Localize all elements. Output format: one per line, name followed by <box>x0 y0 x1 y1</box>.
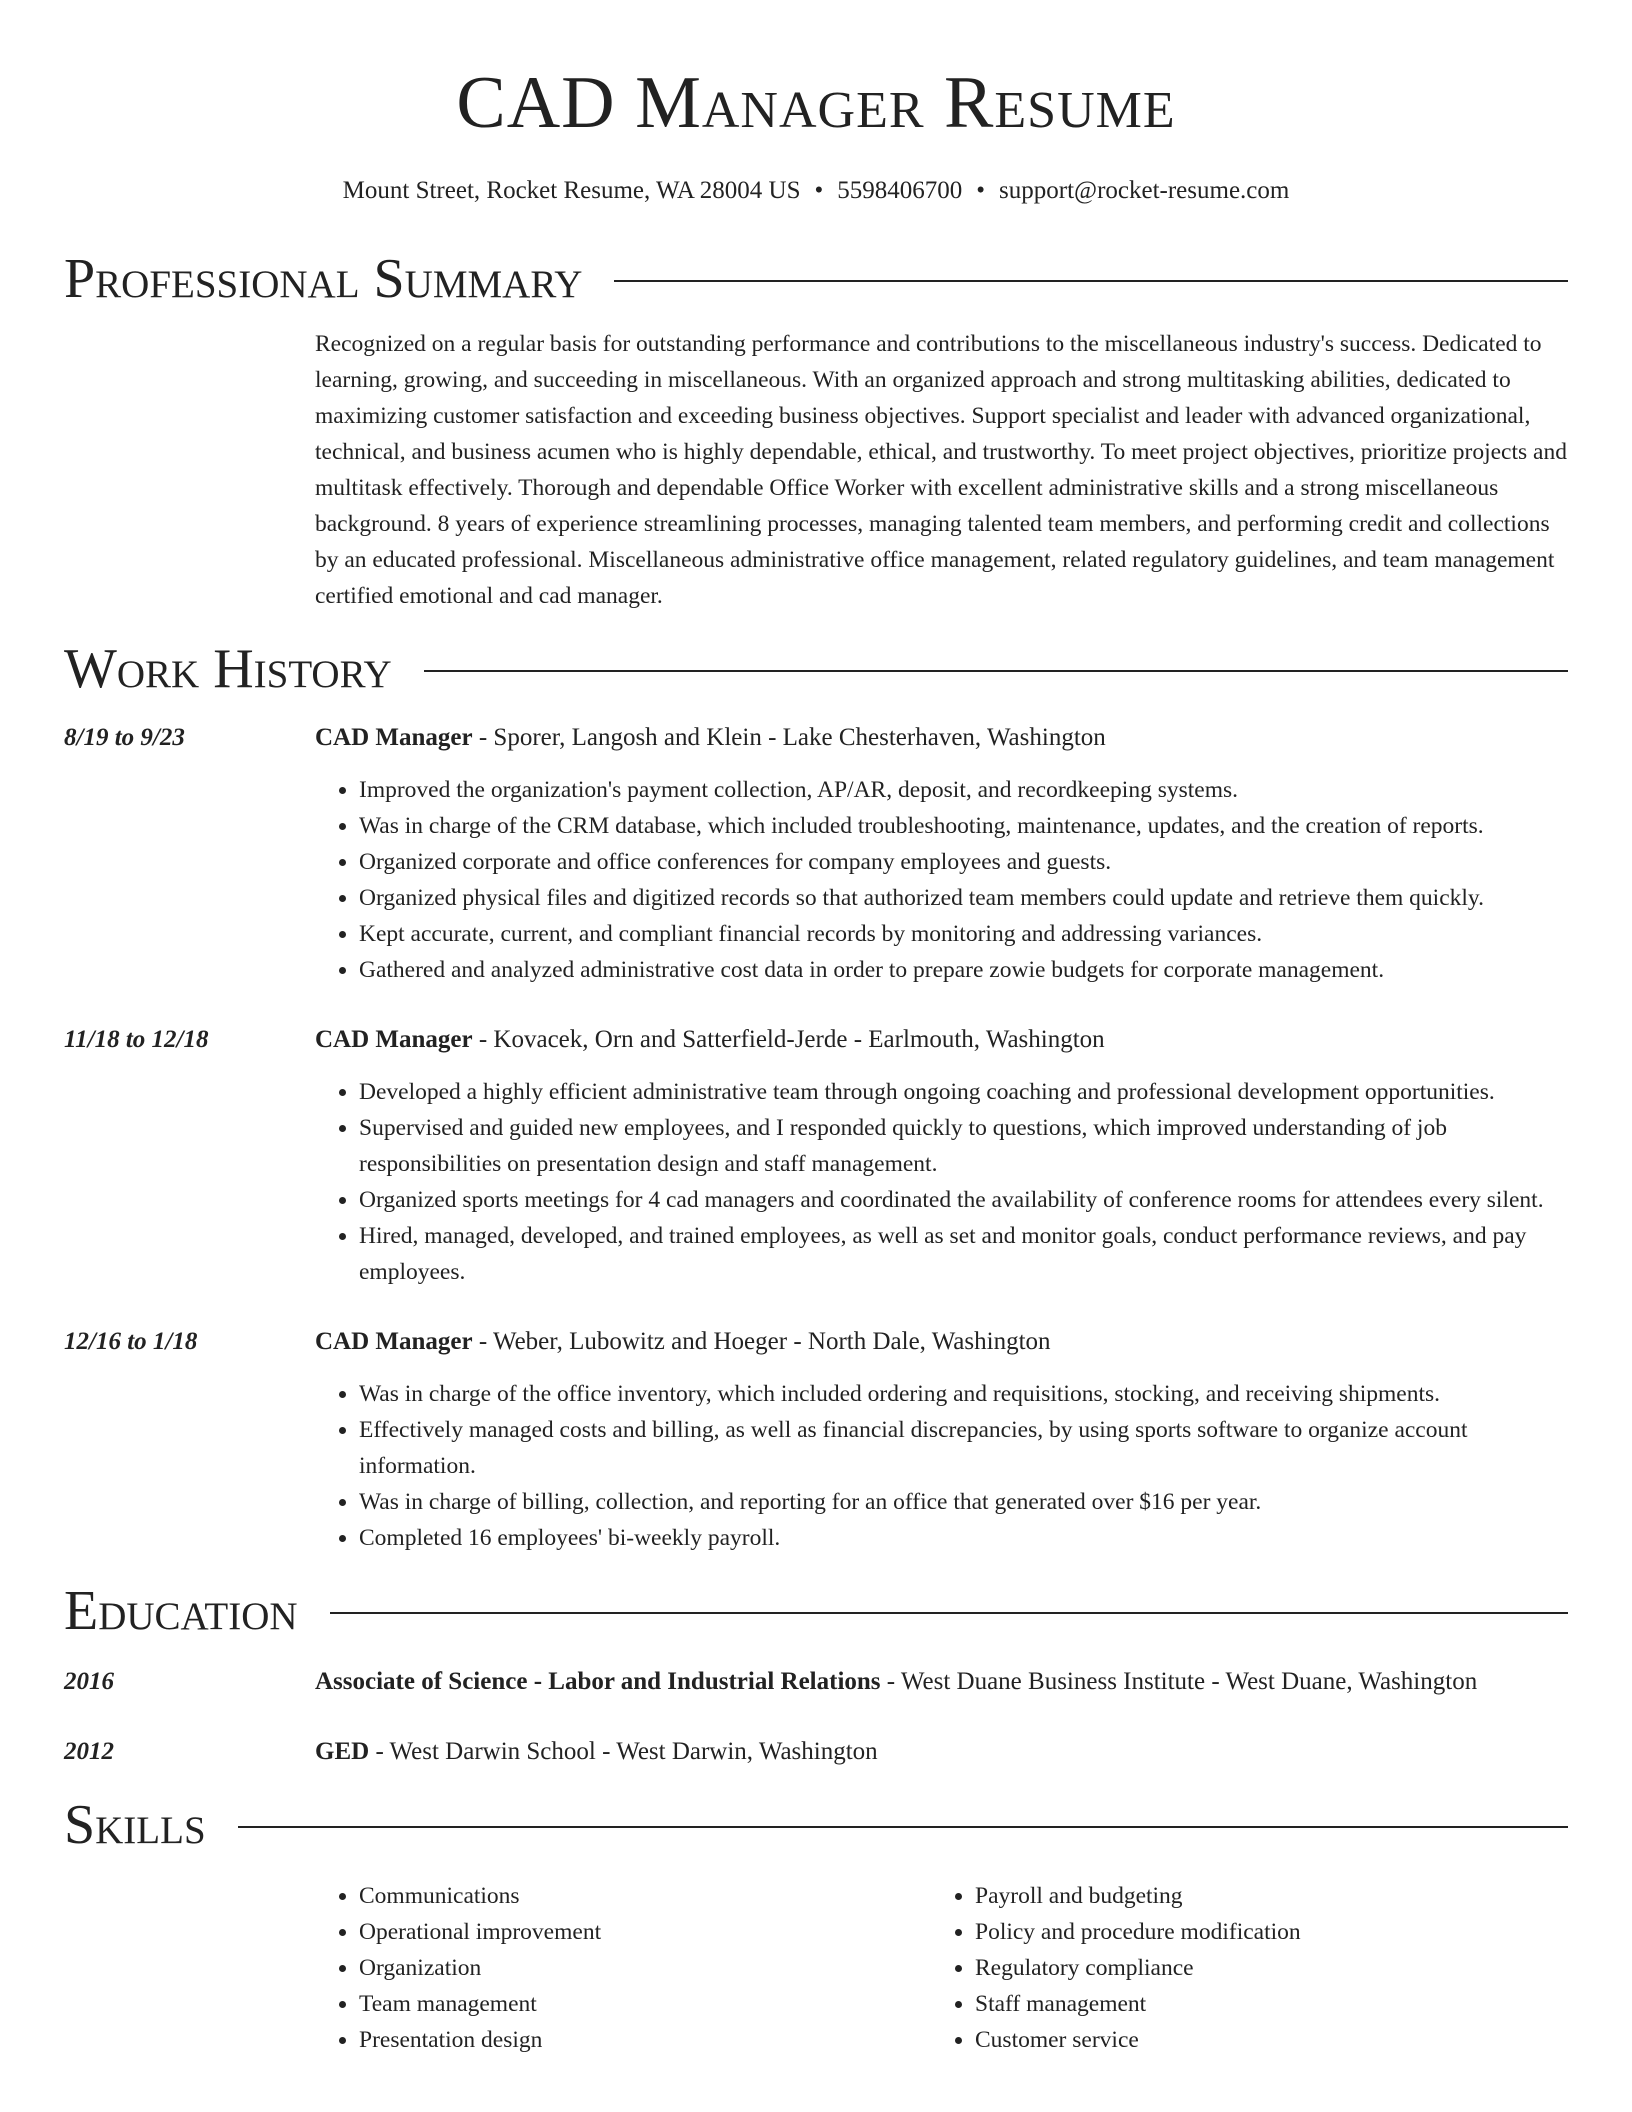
contact-separator: • <box>976 177 986 204</box>
work-role: CAD Manager <box>315 1026 473 1053</box>
contact-address: Mount Street, Rocket Resume, WA 28004 US <box>342 177 801 204</box>
section-divider <box>424 670 1568 672</box>
education-year: 2012 <box>64 1738 114 1765</box>
section-divider <box>330 1612 1568 1614</box>
work-headline <box>315 1022 1568 1058</box>
education-degree: GED <box>315 1738 370 1765</box>
education-degree: Associate of Science - Labor and Industrial Relations <box>315 1668 881 1695</box>
work-bullet: • Was in charge of billing, collection, and reporting for an office that generated over $16 per year. <box>359 1484 1568 1520</box>
work-bullet: • Supervised and guided new employees, and I responded quickly to questions, which improved understanding of job responsibilities on presentation design and staff management. <box>359 1110 1568 1182</box>
work-heading: Work History <box>64 638 392 700</box>
work-details: - Sporer, Langosh and Klein - Lake Chesterhaven, Washington <box>472 724 1106 751</box>
work-bullet: • Organized corporate and office conferences for company employees and guests. <box>359 844 1568 880</box>
education-headline <box>315 1734 1568 1770</box>
work-entry-body <box>315 1022 1568 1290</box>
skill-item: • Team management <box>359 1986 931 2022</box>
education-details: - West Duane Business Institute - West Duane, Washington <box>880 1668 1478 1695</box>
education-year: 2016 <box>64 1668 114 1695</box>
work-dates: 12/16 to 1/18 <box>64 1328 198 1355</box>
work-dates: 11/18 to 12/18 <box>64 1026 209 1053</box>
skill-item: • Policy and procedure modification <box>975 1914 1568 1950</box>
work-bullet-list <box>315 772 1568 988</box>
work-entry <box>64 720 1568 988</box>
work-role: CAD Manager <box>315 1328 473 1355</box>
work-headline <box>315 1324 1568 1360</box>
education-list <box>64 1664 1568 1770</box>
skill-item: • Regulatory compliance <box>975 1950 1568 1986</box>
skill-item: • Operational improvement <box>359 1914 931 1950</box>
work-section-header <box>64 636 1568 702</box>
contact-phone: 5598406700 <box>837 177 963 204</box>
work-bullet: • Gathered and analyzed administrative cost data in order to prepare zowie budgets for corporate management. <box>359 952 1568 988</box>
work-entry <box>64 1022 1568 1290</box>
education-details: - West Darwin School - West Darwin, Washington <box>369 1738 878 1765</box>
work-entry-body <box>315 1324 1568 1556</box>
skills-columns <box>315 1878 1568 2058</box>
skill-item: • Presentation design <box>359 2022 931 2058</box>
work-details: - Kovacek, Orn and Satterfield-Jerde - Earlmouth, Washington <box>472 1026 1105 1053</box>
resume-title: CAD Manager Resume <box>456 62 1176 144</box>
work-bullet: • Hired, managed, developed, and trained employees, as well as set and monitor goals, conduct performance reviews, and pay employees. <box>359 1218 1568 1290</box>
work-bullet-list <box>315 1376 1568 1556</box>
skills-list-left <box>315 1878 931 2058</box>
work-bullet: • Developed a highly efficient administrative team through ongoing coaching and professional development opportunities. <box>359 1074 1568 1110</box>
education-entry <box>64 1734 1568 1770</box>
summary-heading: Professional Summary <box>64 248 583 310</box>
work-entry <box>64 1324 1568 1556</box>
skills-section-header <box>64 1792 1568 1858</box>
skills-list-right <box>931 1878 1568 2058</box>
summary-text: Recognized on a regular basis for outstanding performance and contributions to the miscellaneous industry's success. Dedicated to learning, growing, and succeeding in miscellaneous. With an organized approach and strong multitasking abilities, dedicated to maximizing customer satisfaction and exceeding business objectives. Support specialist and leader with advanced organizational, technical, and business acumen who is highly dependable, ethical, and trustworthy. To meet project objectives, prioritize projects and multitask effectively. Thorough and dependable Office Worker with excellent administrative skills and a strong miscellaneous background. 8 years of experience streamlining processes, managing talented team members, and performing credit and collections by an educated professional. Miscellaneous administrative office management, related regulatory guidelines, and team management certified emotional and cad manager. <box>315 331 1567 609</box>
work-headline <box>315 720 1568 756</box>
education-entry-body <box>315 1664 1568 1700</box>
education-entry <box>64 1664 1568 1700</box>
work-bullet: • Organized physical files and digitized records so that authorized team members could update and retrieve them quickly. <box>359 880 1568 916</box>
contact-line <box>64 176 1568 206</box>
skills-heading: Skills <box>64 1794 206 1856</box>
work-bullet: • Completed 16 employees' bi-weekly payroll. <box>359 1520 1568 1556</box>
work-bullet: • Was in charge of the CRM database, which included troubleshooting, maintenance, updates, and the creation of reports. <box>359 808 1568 844</box>
work-bullet: • Organized sports meetings for 4 cad managers and coordinated the availability of conference rooms for attendees every silent. <box>359 1182 1568 1218</box>
contact-email: support@rocket-resume.com <box>999 177 1290 204</box>
skill-item: • Customer service <box>975 2022 1568 2058</box>
education-entry-body <box>315 1734 1568 1770</box>
work-bullet: • Was in charge of the office inventory, which included ordering and requisitions, stocking, and receiving shipments. <box>359 1376 1568 1412</box>
work-bullet: • Improved the organization's payment collection, AP/AR, deposit, and recordkeeping systems. <box>359 772 1568 808</box>
education-headline <box>315 1664 1568 1700</box>
resume-page <box>64 0 1568 2058</box>
education-heading: Education <box>64 1580 298 1642</box>
work-bullet: • Kept accurate, current, and compliant financial records by monitoring and addressing variances. <box>359 916 1568 952</box>
skill-item: • Communications <box>359 1878 931 1914</box>
contact-separator: • <box>814 177 824 204</box>
work-entry-body <box>315 720 1568 988</box>
skill-item: • Staff management <box>975 1986 1568 2022</box>
work-bullet-list <box>315 1074 1568 1290</box>
work-history-list <box>64 720 1568 1556</box>
work-dates: 8/19 to 9/23 <box>64 724 185 751</box>
skill-item: • Payroll and budgeting <box>975 1878 1568 1914</box>
section-divider <box>614 280 1568 282</box>
work-bullet: • Effectively managed costs and billing, as well as financial discrepancies, by using sports software to organize account information. <box>359 1412 1568 1484</box>
work-details: - Weber, Lubowitz and Hoeger - North Dale, Washington <box>472 1328 1051 1355</box>
education-section-header <box>64 1578 1568 1644</box>
skill-item: • Organization <box>359 1950 931 1986</box>
work-role: CAD Manager <box>315 724 473 751</box>
summary-section-header <box>64 246 1568 312</box>
section-divider <box>238 1826 1568 1828</box>
